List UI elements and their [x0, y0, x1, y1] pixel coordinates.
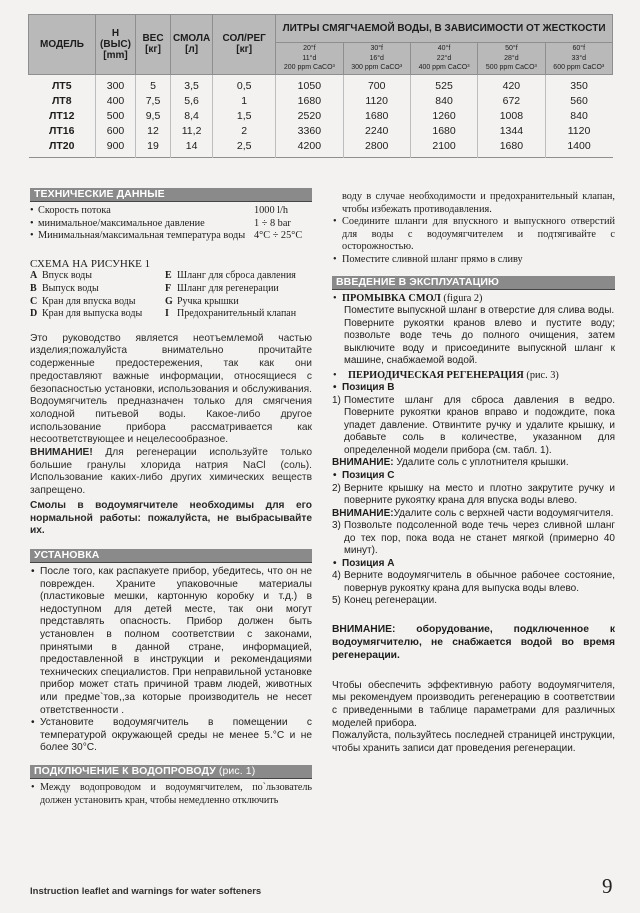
intro-warning: [30, 447, 312, 498]
table-cell: 2240: [343, 124, 410, 139]
left-column: [30, 188, 312, 807]
install-item: • Установите водоумягчитель в помещении с температурой окружающей среды не менее 5.°C и не более 30°C.: [30, 717, 312, 755]
table-cell: 19: [136, 139, 171, 158]
regen-warning-2: ВНИМАНИЕ:Удалите соль с верхней части водоумягчителя.: [332, 507, 614, 519]
scheme-legend-item: E Шланг для сброса давления: [165, 270, 296, 282]
plumbing-header: ПОДКЛЮЧЕНИЕ К ВОДОПРОВОДУ (рис. 1): [30, 765, 312, 779]
scheme-legend-item: D Кран для выпуска воды: [30, 308, 143, 320]
table-cell: 3,5: [171, 74, 213, 94]
table-cell: 0,5: [213, 74, 276, 94]
table-cell: 1120: [545, 124, 612, 139]
table-cell: 400: [96, 94, 136, 109]
table-cell: 560: [545, 94, 612, 109]
table-cell: 1: [213, 94, 276, 109]
resin-note: Смолы в водоумягчителе необходимы для его нормальной работы: пожалуйста, не выбрасывайте их.: [30, 499, 312, 537]
table-cell: 840: [545, 109, 612, 124]
table-cell: 700: [343, 74, 410, 94]
table-cell: 2800: [343, 139, 410, 158]
regen-step-4: 4) Верните водоумягчитель в обычное рабочее состояние, повернув рукоятку крана для выпуска воды влево.: [332, 570, 615, 594]
header-salt: СОЛ/РЕГ [кг]: [213, 15, 276, 75]
position-a: • Позиция А: [332, 558, 615, 571]
table-cell: 1680: [343, 109, 410, 124]
table-cell: 1400: [545, 139, 612, 158]
plumbing-continued: воду в случае необходимости и предохранительный клапан, чтобы избежать противодавления.: [342, 191, 615, 215]
table-row: [29, 94, 613, 109]
scheme-legend-item: B Выпуск воды: [30, 282, 99, 294]
table-cell: 8,4: [171, 109, 213, 124]
table-cell: ЛТ5: [51, 79, 72, 92]
intro-paragraph: Это руководство является неотъемлемой частью изделия;пожалуйста внимательно прочитайте содерженные предостережения, так как они предоставляют важные информации, относящиеся с безопасностью установки, использования и обслуживания. Водоумягчитель предназначен только для смягчения холодной питьевой воды. Какое-либо другое использование прибора рассматривается как несоответствующее и нецелесообразное.: [30, 332, 312, 446]
table-cell: ЛТ8: [51, 94, 72, 107]
final-warning: ВНИМАНИЕ: оборудование, подключенное к водоумягчителю, не снабжается водой во время регенерации.: [332, 623, 615, 661]
table-cell: 1680: [478, 139, 545, 158]
header-weight: ВЕС [кг]: [136, 15, 171, 75]
scheme-title: СХЕМА НА РИСУНКЕ 1: [30, 257, 151, 270]
position-c: • Позиция С: [332, 470, 615, 483]
hardness-header: 50°f 28°d 500 ppm CaCO³: [478, 43, 545, 75]
table-cell: 4200: [276, 139, 343, 158]
table-cell: 7,5: [136, 94, 171, 109]
flush-title: • ПРОМЫВКА СМОЛ (figura 2): [332, 293, 615, 306]
regen-step-5: 5) Конец регенерации.: [332, 595, 437, 607]
hardness-header: 60°f 33°d 600 ppm CaCO³: [545, 43, 612, 75]
tech-data-item: • Минимальная/максимальная температура воды 4°C ÷ 25°C: [30, 230, 303, 242]
table-cell: 1008: [478, 109, 545, 124]
table-cell: ЛТ12: [49, 109, 75, 122]
operation-header: ВВЕДЕНИЕ В ЭКСПЛУАТАЦИЮ: [332, 276, 615, 290]
table-cell: 9,5: [136, 109, 171, 124]
footer-text: Instruction leaflet and warnings for water softeners: [30, 886, 262, 897]
header-liters: ЛИТРЫ СМЯГЧАЕМОЙ ВОДЫ, В ЗАВИСИМОСТИ ОТ ЖЕСТКОСТИ: [276, 15, 613, 43]
install-list: [30, 566, 312, 755]
specifications-table: [28, 14, 613, 158]
table-cell: ЛТ16: [49, 124, 75, 137]
table-cell: 2,5: [213, 139, 276, 158]
scheme-legend-item: I Предохранительный клапан: [165, 308, 297, 320]
regen-warning-1: ВНИМАНИЕ: Удалите соль с уплотнителя крышки.: [332, 457, 569, 469]
plumbing-item: • Соедините шланги для впускного и выпускного отверстий для воды с водоумягчителем и подтягивайте с осторожностью.: [332, 216, 615, 254]
table-cell: 1260: [410, 109, 477, 124]
regen-step-1: 1) Поместите шланг для сброса давления в ведро. Поверните рукоятки кранов вправо и подождите, пока упадет давление. Отвинтите ручку и удалите крышку, и добавьте соль в количестве, указанном для определенной модели прибора (см. табл. 1).: [332, 394, 615, 456]
hardness-header: 40°f 22°d 400 ppm CaCO³: [410, 43, 477, 75]
scheme-legend-item: C Кран для впуска воды: [30, 295, 136, 307]
table-cell: 300: [96, 74, 136, 94]
table-cell: 600: [96, 124, 136, 139]
table-cell: 1050: [276, 74, 343, 94]
position-b: • Позиция В: [332, 382, 615, 395]
table-cell: 5,6: [171, 94, 213, 109]
table-row: [29, 74, 613, 94]
table-cell: 2100: [410, 139, 477, 158]
flush-step-2: Поверните рукоятки кранов влево и пустите воду; позвольте воде течь до полного очищения, затем выключите воду и присоедините выпускной шланг к машине, снабжаемой водой.: [344, 317, 615, 367]
plumbing-list: [332, 216, 615, 266]
tech-data-item: • минимальное/максимальное давление 1 ÷ 8 bar: [30, 217, 291, 229]
plumbing-item: • Поместите сливной шланг прямо в сливу: [332, 254, 615, 267]
table-cell: ЛТ20: [49, 139, 75, 152]
table-cell: 350: [545, 74, 612, 94]
table-row: [29, 139, 613, 158]
plumbing-item-1: • Между водопроводом и водоумягчителем, по`льзователь должен установить кран, чтобы немедленно отключить: [30, 782, 312, 807]
header-model: МОДЕЛЬ: [29, 15, 96, 75]
table-cell: 420: [478, 74, 545, 94]
table-row: [29, 109, 613, 124]
table-cell: 12: [136, 124, 171, 139]
table-cell: 2: [213, 124, 276, 139]
table-cell: 14: [171, 139, 213, 158]
scheme-legend-item: G Ручка крышки: [165, 295, 239, 307]
table-cell: 3360: [276, 124, 343, 139]
table-cell: 1120: [343, 94, 410, 109]
table-row: [29, 124, 613, 139]
efficiency-paragraph: Чтобы обеспечить эффективную работу водоумягчителя, мы рекомендуем производить регенерацию в соответствии с приведенными в таблице параметрами для различных моделей прибора.: [332, 679, 615, 729]
regen-step-2: 2) Верните крышку на место и плотно закрутите ручку и поверните рукоятку крана для впуска воды влево.: [332, 482, 615, 507]
header-resin: СМОЛА [л]: [171, 15, 213, 75]
warning-label: ВНИМАНИЕ!: [30, 447, 93, 459]
table-cell: 1680: [410, 124, 477, 139]
scheme-legend-item: A Впуск воды: [30, 270, 92, 282]
hardness-header: 20°f 11°d 200 ppm CaCO³: [276, 43, 343, 75]
hardness-header: 30°f 16°d 300 ppm CaCO³: [343, 43, 410, 75]
table-cell: 500: [96, 109, 136, 124]
table-cell: 1680: [276, 94, 343, 109]
table-cell: 11,2: [171, 124, 213, 139]
table-cell: 525: [410, 74, 477, 94]
install-item: • После того, как распакуете прибор, убедитесь, что он не поврежден. Храните упаковочные материалы (пластиковые мешки, картонную коробку и т.д.) в недоступном для детей месте, так они могут представлять опасность. Прибор должен быть установлен в полном соответствии с законами, принятыми в данной стране, информацией, предоставленной в инструкции и рекомендациями технических специалистов. При неправильной установке прибор может стать причиной травм людей, животных или предме`тов,,за которые производитель не несет ответственности .: [30, 566, 312, 717]
tech-data-item: • Скорость потока 1000 l/h: [30, 205, 289, 216]
flush-step-1: Поместите выпускной шланг в отверстие для слива воды.: [344, 305, 615, 317]
table-cell: 1,5: [213, 109, 276, 124]
tech-data-list: [30, 205, 312, 243]
table-cell: 900: [96, 139, 136, 158]
table-cell: 672: [478, 94, 545, 109]
install-header: УСТАНОВКА: [30, 549, 312, 563]
table-cell: 5: [136, 74, 171, 94]
page-number: 9: [602, 874, 613, 898]
table-cell: 1344: [478, 124, 545, 139]
warning-text: Для регенерации используйте только большие гранулы хлорида натрия NaCl (соль). Использование каких-либо других химических веществ запрещено.: [30, 447, 312, 497]
table-cell: 840: [410, 94, 477, 109]
right-column: [332, 191, 615, 755]
scheme-legend-item: F Шланг для регенерации: [165, 282, 279, 294]
scheme-legend: [30, 270, 312, 320]
regen-step-3: 3) Позвольте подсоленной воде течь через сливной шланг до тех пор, пока вода не станет мягкой (примерно 40 минут).: [332, 520, 615, 557]
table-cell: 2520: [276, 109, 343, 124]
regen-title: • ПЕРИОДИЧЕСКАЯ РЕГЕНЕРАЦИЯ (рис. 3): [332, 370, 615, 383]
records-paragraph: Пожалуйста, пользуйтесь последней страницей инструкции, чтобы хранить записи дат проведения регенерации.: [332, 730, 615, 754]
tech-data-header: ТЕХНИЧЕСКИЕ ДАННЫЕ: [30, 188, 312, 202]
header-height: H (ВЫС) [mm]: [96, 15, 136, 75]
